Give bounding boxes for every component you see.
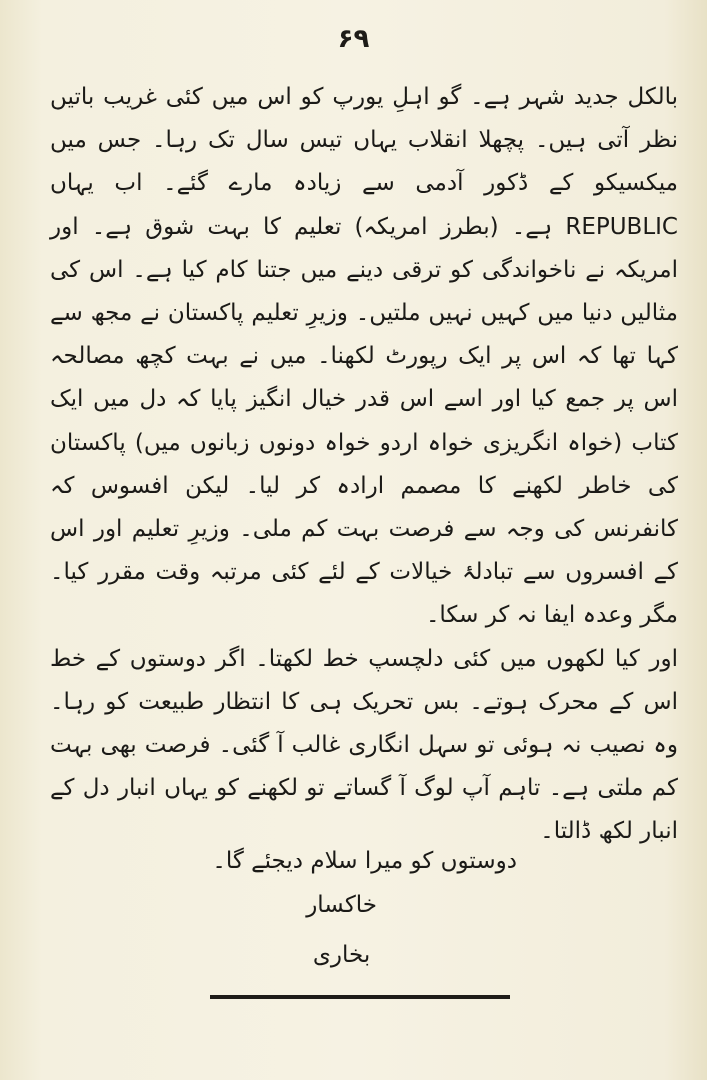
signature-block bbox=[306, 880, 377, 980]
closing-line: دوستوں کو میرا سلام دیجئے گا۔ bbox=[212, 848, 517, 874]
paragraph-1: بالکل جدید شہر ہے۔ گو اہلِ یورپ کو اس میں کئی غریب باتیں نظر آتی ہیں۔ پچھلا انقلاب یہاں تیس سال تک رہا۔ جس میں میکسیکو کے ڈکور آدمی سے زیادہ مارے گئے۔ اب یہاں REPUBLIC ہے۔ (بطرز امریکہ) تعلیم کا بہت شوق ہے۔ اور امریکہ نے ناخواندگی کو ترقی دینے میں جتنا کام کیا ہے۔ اس کی مثالیں دنیا میں کہیں نہیں ملتیں۔ وزیرِ تعلیم پاکستان نے مجھ سے کہا تھا کہ اس پر ایک رپورٹ لکھنا۔ میں نے بہت کچھ مصالحہ اس پر جمع کیا اور اسے اس قدر خیال انگیز پایا کہ دل میں ایک کتاب (خواہ انگریزی خواہ اردو خواہ دونوں زبانوں میں) پاکستان کی خاطر لکھنے کا مصمم ارادہ کر لیا۔ لیکن افسوس کہ کانفرنس کی وجہ سے فرصت بہت کم ملی۔ وزیرِ تعلیم اور اس کے افسروں سے تبادلۂ خیالات کے لئے کئی مرتبہ وقت مقرر کیا۔ مگر وعدہ ایفا نہ کر سکا۔ bbox=[50, 84, 678, 629]
page-number: ۶۹ bbox=[337, 24, 370, 54]
signoff-humbly: خاکسار bbox=[306, 892, 377, 918]
horizontal-rule bbox=[210, 995, 510, 999]
paragraph-2: اور کیا لکھوں میں کئی دلچسپ خط لکھتا۔ اگر دوستوں کے خط اس کے محرک ہوتے۔ بس تحریک ہی کا انتظار طبیعت کو رہا۔ وہ نصیب نہ ہوئی تو سہل انگاری غالب آ گئی۔ فرصت بھی بہت کم ملتی ہے۔ تاہم آپ لوگ آ گساتے تو لکھنے کو یہاں انبار دل کے انبار لکھ ڈالتا۔ bbox=[50, 645, 678, 845]
signoff-name: بخاری bbox=[312, 942, 371, 968]
letter-body bbox=[50, 76, 678, 854]
